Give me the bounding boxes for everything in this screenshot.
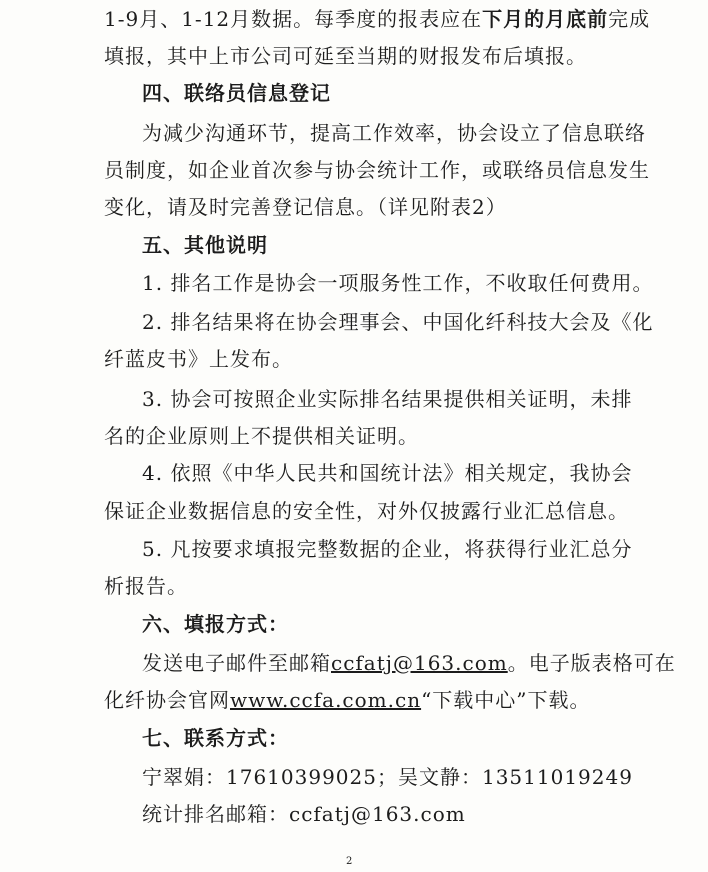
section-6-line-1 (142, 651, 676, 675)
section-5-item-5-line-1: 5. 凡按要求填报完整数据的企业，将获得行业汇总分 (142, 537, 633, 561)
website-label: 化纤协会官网 (104, 688, 230, 712)
section-5-item-1: 1. 排名工作是协会一项服务性工作，不收取任何费用。 (142, 271, 654, 295)
download-text: “下载中心”下载。 (421, 688, 591, 712)
submit-text: 发送电子邮件至邮箱 (142, 651, 331, 675)
contact-email: 统计排名邮箱：ccfatj@163.com (142, 802, 466, 826)
section-6-heading: 六、填报方式： (142, 612, 289, 636)
section-5-item-3-line-1: 3. 协会可按照企业实际排名结果提供相关证明，未排 (142, 387, 633, 411)
section-7-heading: 七、联系方式： (142, 726, 289, 750)
period-text: 1-9月、1-12月数据。每季度的报表应在 (104, 7, 483, 31)
section-5-item-4-line-1: 4. 依照《中华人民共和国统计法》相关规定，我协会 (142, 461, 633, 485)
section-5-item-5-line-2: 析报告。 (104, 574, 188, 598)
section-4-line-1: 为减少沟通环节，提高工作效率，协会设立了信息联络 (142, 121, 646, 145)
section-5-heading: 五、其他说明 (142, 233, 268, 257)
section-4-line-3: 变化，请及时完善登记信息。（详见附表2） (104, 195, 507, 219)
page-number: 2 (346, 856, 353, 867)
section-5-item-2-line-1: 2. 排名结果将在协会理事会、中国化纤科技大会及《化 (142, 310, 654, 334)
period-line-2: 填报，其中上市公司可延至当期的财报发布后填报。 (104, 44, 587, 68)
period-text-end: 完成 (608, 7, 651, 31)
section-6-line-2 (104, 688, 591, 712)
deadline-emphasis: 下月的月底前 (482, 7, 609, 31)
email-link[interactable]: ccfatj@163.com (331, 651, 508, 675)
section-5-item-4-line-2: 保证企业数据信息的安全性，对外仅披露行业汇总信息。 (104, 499, 629, 523)
period-line-1 (104, 7, 650, 31)
section-4-heading: 四、联络员信息登记 (142, 81, 331, 105)
section-5-item-2-line-2: 纤蓝皮书》上发布。 (104, 347, 293, 371)
section-4-line-2: 员制度，如企业首次参与协会统计工作，或联络员信息发生 (104, 158, 650, 182)
contact-phones: 宁翠娟：17610399025；吴文静：13511019249 (142, 765, 633, 789)
submit-text-end: 。电子版表格可在 (507, 651, 676, 675)
section-5-item-3-line-2: 名的企业原则上不提供相关证明。 (104, 424, 419, 448)
website-link[interactable]: www.ccfa.com.cn (230, 688, 422, 712)
